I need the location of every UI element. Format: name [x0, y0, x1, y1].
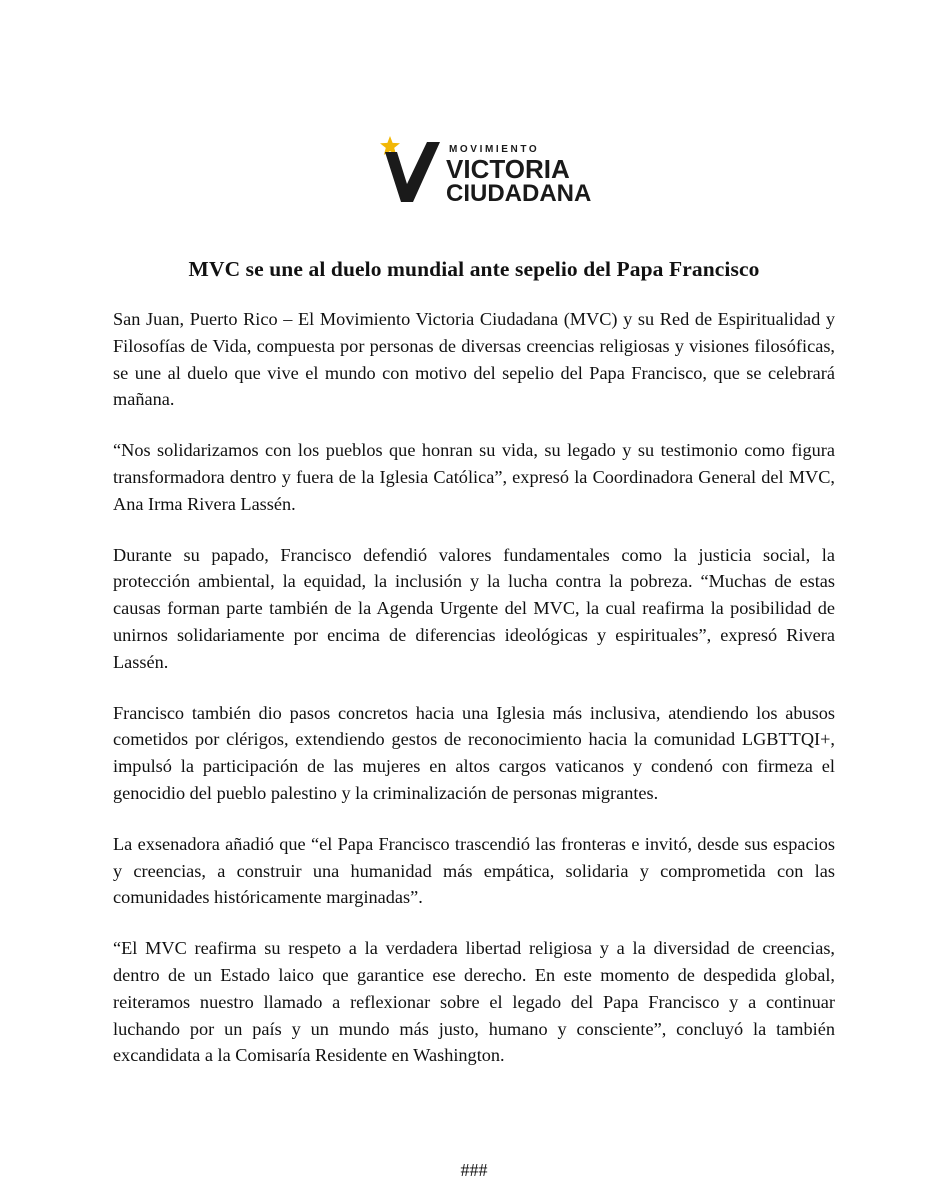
- mvc-logo: [380, 136, 592, 207]
- end-mark: ###: [460, 1160, 488, 1180]
- logo-line-victoria: VICTORIA: [446, 154, 570, 184]
- paragraph: La exsenadora añadió que “el Papa Francisco trascendió las fronteras e invitó, desde sus espacios y creencias, a construir una humanidad más empática, solidaria y comprometida con las comunidades históricamente marginadas”.: [113, 833, 835, 908]
- paragraph: Durante su papado, Francisco defendió valores fundamentales como la justicia social, la protección ambiental, la equidad, la inclusión y la lucha contra la pobreza. “Muchas de estas causas forman parte también de la Agenda Urgente del MVC, la cual reafirma la posibilidad de unirnos solidariamente por encima de diferencias ideológicas y espirituales”, expresó Rivera Lassén.: [113, 544, 835, 672]
- paragraph: “El MVC reafirma su respeto a la verdadera libertad religiosa y a la diversidad de creencias, dentro de un Estado laico que garantice ese derecho. En este momento de despedida global, reiteramos nuestro llamado a reflexionar sobre el legado del Papa Francisco y a continuar luchando por un país y un mundo más justo, humano y consciente”, concluyó la también excandidata a la Comisaría Residente en Washington.: [113, 938, 835, 1066]
- press-release-body: [113, 306, 835, 1069]
- paragraph: San Juan, Puerto Rico – El Movimiento Victoria Ciudadana (MVC) y su Red de Espiritualidad y Filosofías de Vida, compuesta por personas de diversas creencias religiosas y visiones filosóficas, se une al duelo que vive el mundo con motivo del sepelio del Papa Francisco, que se celebrará mañana.: [113, 309, 835, 410]
- logo-line-movimiento: MOVIMIENTO: [449, 144, 540, 155]
- press-release-headline: MVC se une al duelo mundial ante sepelio del Papa Francisco: [188, 257, 760, 281]
- paragraph: “Nos solidarizamos con los pueblos que honran su vida, su legado y su testimonio como figura transformadora dentro y fuera de la Iglesia Católica”, expresó la Coordinadora General del MVC, Ana Irma Rivera Lassén.: [113, 440, 835, 514]
- logo-line-ciudadana: CIUDADANA: [446, 180, 592, 207]
- paragraph: Francisco también dio pasos concretos hacia una Iglesia más inclusiva, atendiendo los abusos cometidos por clérigos, extendiendo gestos de reconocimiento hacia la comunidad LGBTTQI+, impulsó la participación de las mujeres en altos cargos vaticanos y condenó con firmeza el genocidio del pueblo palestino y la criminalización de personas migrantes.: [113, 702, 835, 803]
